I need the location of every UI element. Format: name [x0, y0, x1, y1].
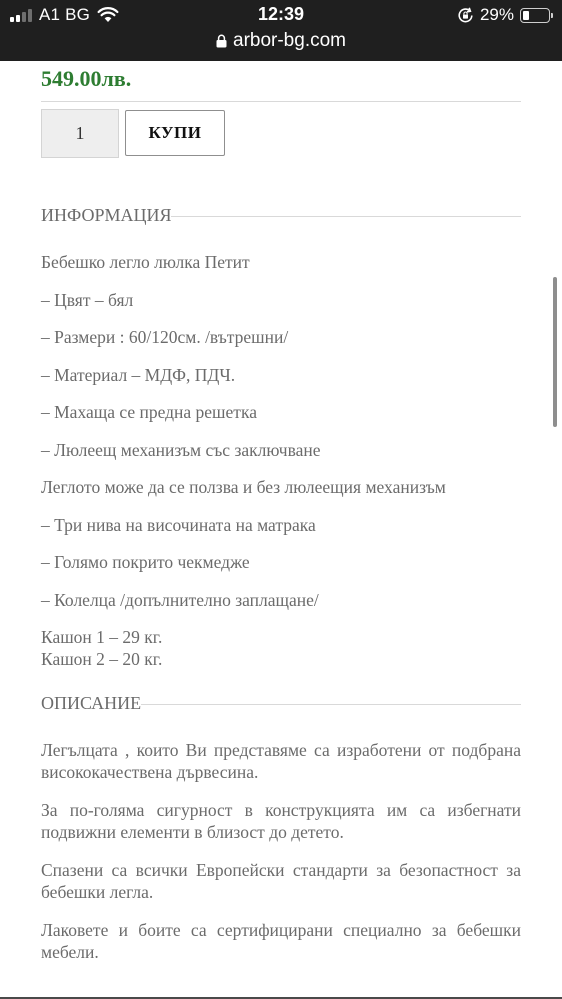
info-section-heading: [41, 205, 521, 226]
battery-icon: [520, 8, 550, 23]
info-line: Бебешко легло люлка Петит: [41, 252, 250, 272]
info-line: – Махаща се предна решетка: [41, 402, 257, 422]
battery-percentage: 29%: [479, 5, 514, 24]
heading-rule: [171, 216, 521, 217]
info-line: – Материал – МДФ, ПДЧ.: [41, 365, 236, 385]
battery-level: [523, 11, 529, 20]
info-line: Леглото може да се ползва и без люлеещия механизъм: [41, 477, 446, 497]
description-paragraph: Легълцата , които Ви представяме са изработени от подбрана висококачествена дървесина.: [41, 740, 521, 782]
info-line: – Колелца /допълнително заплащане/: [41, 590, 319, 610]
scrollbar[interactable]: [553, 277, 557, 427]
info-line: – Голямо покрито чекмедже: [41, 552, 250, 572]
orientation-lock-icon: [457, 7, 474, 24]
info-line: – Размери : 60/120см. /вътрешни/: [41, 327, 289, 347]
info-line: – Цвят – бял: [41, 290, 134, 310]
info-heading-text: ИНФОРМАЦИЯ: [41, 205, 172, 225]
info-line: Кашон 2 – 20 кг.: [41, 649, 163, 669]
divider: [41, 101, 521, 102]
quantity-input[interactable]: [41, 109, 119, 158]
description-section-heading: [41, 693, 521, 714]
info-line: – Три нива на височината на матрака: [41, 515, 316, 535]
info-line: – Люлеещ механизъм със заключване: [41, 440, 321, 460]
description-heading-text: ОПИСАНИЕ: [41, 693, 142, 713]
carrier-name: A1 BG: [39, 5, 91, 24]
description-paragraph: Спазени са всички Европейски стандарти за безопастност за бебешки легла.: [41, 860, 521, 902]
buy-button[interactable]: КУПИ: [125, 110, 225, 156]
lock-icon: [216, 34, 227, 48]
description-paragraph: Лаковете и боите са сертифицирани специално за бебешки мебели.: [41, 920, 521, 962]
status-time: 12:39: [257, 4, 305, 24]
description-paragraph: За по-голяма сигурност в конструкцията им са избегнати подвижни елементи в близост до детето.: [41, 800, 521, 842]
info-line: Кашон 1 – 29 кг.: [41, 627, 163, 647]
address-bar[interactable]: [0, 30, 562, 52]
status-bar: [0, 0, 562, 61]
url-text: arbor-bg.com: [233, 30, 346, 51]
status-right: [457, 5, 550, 25]
heading-rule: [141, 704, 521, 705]
product-price: 549.00лв.: [41, 66, 132, 91]
